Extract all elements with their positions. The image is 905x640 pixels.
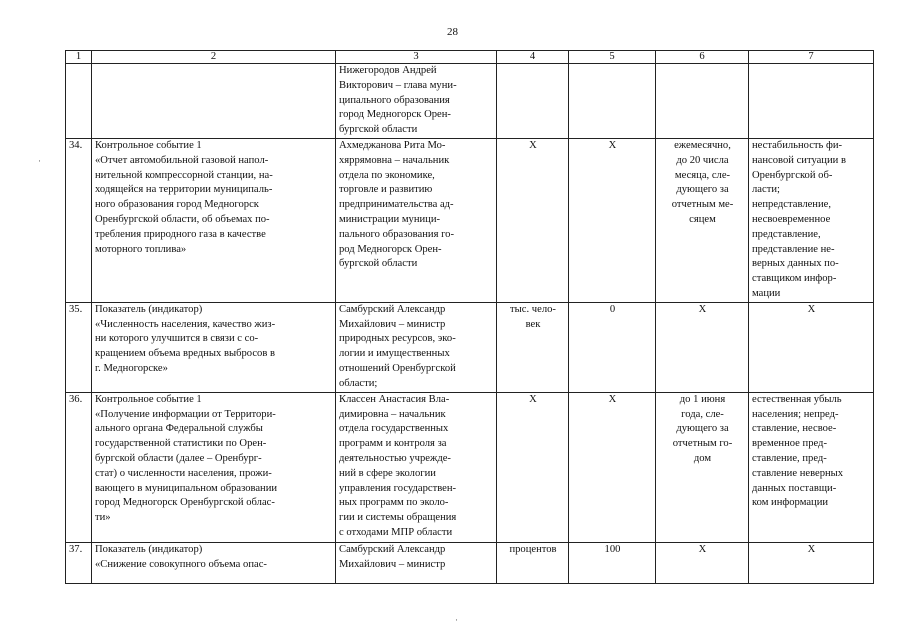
row-number-cell: 34. bbox=[66, 139, 92, 303]
program-table bbox=[65, 50, 874, 584]
risks-cell: Х bbox=[749, 542, 874, 583]
risks-cell: Х bbox=[749, 302, 874, 392]
description-cell: Показатель (индикатор) «Численность населения, качество жиз- ни которого улучшится в связи с со- кращением объема вредных выбросов в г. Медногорске» bbox=[92, 302, 336, 392]
row-number-cell bbox=[66, 64, 92, 139]
column-header: 1 bbox=[66, 51, 92, 64]
table-row-continuation bbox=[66, 64, 874, 139]
risks-cell: естественная убыль населения; непред- ставление, несвое- временное пред- ставление, пред- ставление неверных данных поставщи- ком информации bbox=[749, 392, 874, 542]
scan-speck: · bbox=[455, 615, 458, 625]
column-header: 2 bbox=[92, 51, 336, 64]
row-number-cell: 35. bbox=[66, 302, 92, 392]
value-cell: 100 bbox=[569, 542, 656, 583]
description-cell: Контрольное событие 1 «Отчет автомобильной газовой напол- нительной компрессорной станции, на- ходящейся на территории муниципаль- ного образования город Медногорск Оренбургской области, об объемах по- требления природного газа в качестве моторного топлива» bbox=[92, 139, 336, 303]
period-cell: Х bbox=[656, 542, 749, 583]
description-cell: Контрольное событие 1 «Получение информации от Территори- ального органа Федеральной службы государственной статистики по Орен- бургской области (далее – Оренбург- стат) о численности населения, прожи- вающего в муниципальном образовании город Медногорск Оренбургской облас- ти» bbox=[92, 392, 336, 542]
responsible-cell: Самбурский Александр Михайлович – министр природных ресурсов, эко- логии и имущественных отношений Оренбургской области; bbox=[336, 302, 497, 392]
period-cell: Х bbox=[656, 302, 749, 392]
description-cell: Показатель (индикатор) «Снижение совокупного объема опас- bbox=[92, 542, 336, 583]
period-cell bbox=[656, 64, 749, 139]
responsible-cell: Ахмеджанова Рита Мо- хяррямовна – начальник отдела по экономике, торговле и развитию предпринимательства ад- министрации муници- пального образования го- род Медногорск Орен- бургской области bbox=[336, 139, 497, 303]
unit-cell: тыс. чело- век bbox=[497, 302, 569, 392]
row-number-cell: 37. bbox=[66, 542, 92, 583]
responsible-cell: Самбурский Александр Михайлович – министр bbox=[336, 542, 497, 583]
value-cell: Х bbox=[569, 139, 656, 303]
unit-cell bbox=[497, 64, 569, 139]
column-number-row bbox=[66, 51, 874, 64]
column-header: 7 bbox=[749, 51, 874, 64]
column-header: 6 bbox=[656, 51, 749, 64]
period-cell: до 1 июня года, сле- дующего за отчетным го- дом bbox=[656, 392, 749, 542]
value-cell: 0 bbox=[569, 302, 656, 392]
table-row bbox=[66, 392, 874, 542]
table-row bbox=[66, 139, 874, 303]
scan-speck: · bbox=[38, 156, 41, 166]
page-number: 28 bbox=[447, 26, 458, 38]
period-cell: ежемесячно, до 20 числа месяца, сле- дующего за отчетным ме- сяцем bbox=[656, 139, 749, 303]
column-header: 3 bbox=[336, 51, 497, 64]
table-row bbox=[66, 542, 874, 583]
risks-cell: нестабильность фи- нансовой ситуации в Оренбургской об- ласти; непредставление, несвоевременное представление, представление не- верных данных по- ставщиком инфор- мации bbox=[749, 139, 874, 303]
value-cell: Х bbox=[569, 392, 656, 542]
value-cell bbox=[569, 64, 656, 139]
table-row bbox=[66, 302, 874, 392]
risks-cell bbox=[749, 64, 874, 139]
unit-cell: Х bbox=[497, 392, 569, 542]
column-header: 4 bbox=[497, 51, 569, 64]
unit-cell: Х bbox=[497, 139, 569, 303]
description-cell bbox=[92, 64, 336, 139]
row-number-cell: 36. bbox=[66, 392, 92, 542]
column-header: 5 bbox=[569, 51, 656, 64]
unit-cell: процентов bbox=[497, 542, 569, 583]
responsible-cell: Нижегородов Андрей Викторович – глава муни- ципального образования город Медногорск Орен- бургской области bbox=[336, 64, 497, 139]
responsible-cell: Классен Анастасия Вла- димировна – начальник отдела государственных программ и контроля за деятельностью учрежде- ний в сфере экологии управления государствен- ных программ по эколо- гии и системы обращения с отходами МПР области bbox=[336, 392, 497, 542]
